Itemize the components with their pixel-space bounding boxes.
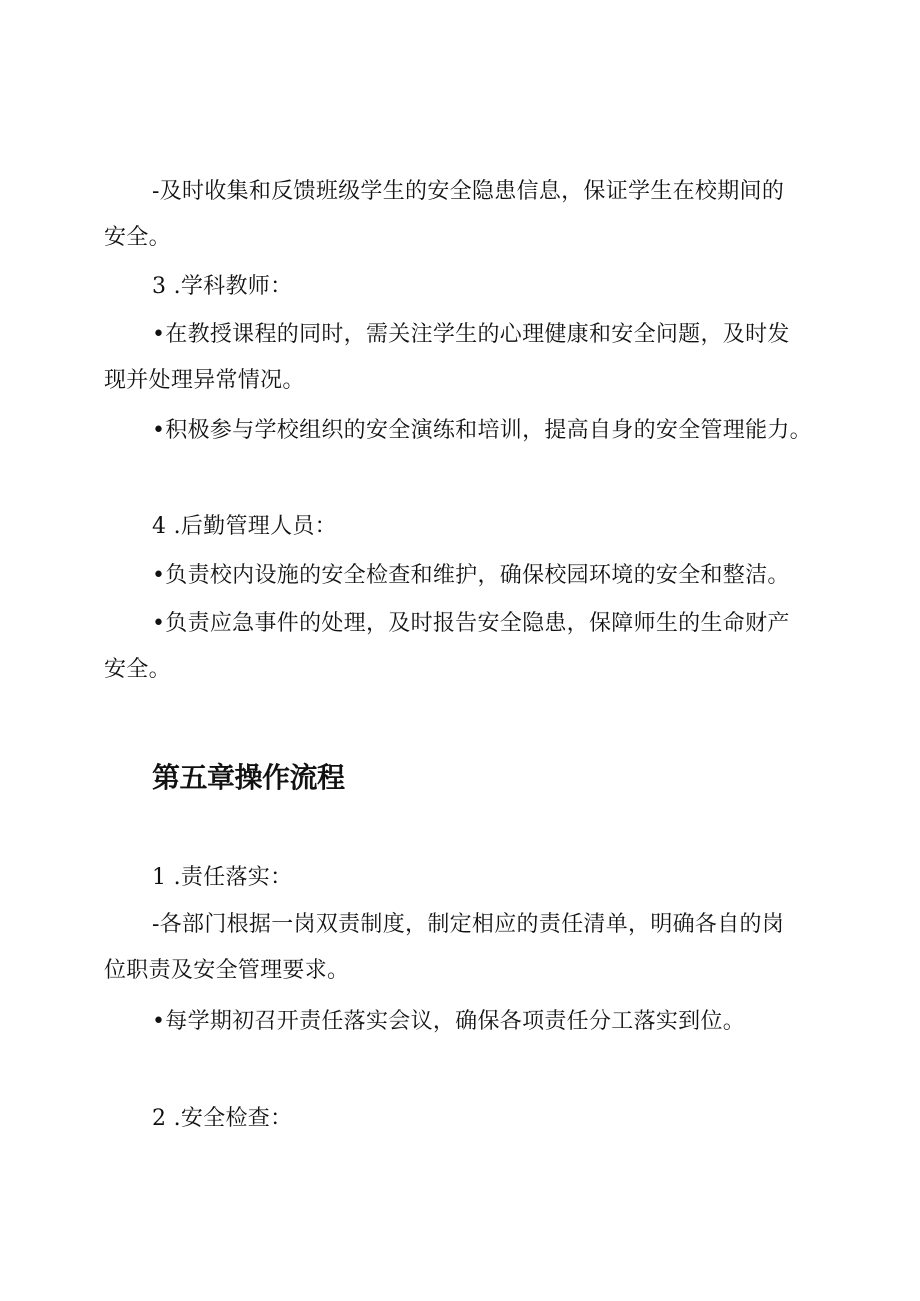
- paragraph-line: -及时收集和反馈班级学生的安全隐患信息，保证学生在校期间的: [152, 179, 785, 204]
- paragraph-line: 安全。: [104, 225, 171, 250]
- paragraph-line: •每学期初召开责任落实会议，确保各项责任分工落实到位。: [152, 1009, 746, 1034]
- section-item-heading: 1 .责任落实：: [152, 865, 293, 890]
- paragraph-line: •负责应急事件的处理，及时报告安全隐患，保障师生的生命财产: [152, 611, 790, 636]
- paragraph-line: •积极参与学校组织的安全演练和培训，提高自身的安全管理能力。: [152, 418, 812, 443]
- paragraph-line: 现并处理异常情况。: [104, 368, 305, 393]
- section-item-heading: 4 .后勤管理人员：: [152, 514, 337, 539]
- paragraph-line: •负责校内设施的安全检查和维护，确保校园环境的安全和整洁。: [152, 563, 790, 588]
- section-item-heading: 3 .学科教师：: [152, 274, 293, 299]
- paragraph-line: -各部门根据一岗双责制度，制定相应的责任清单，明确各自的岗: [152, 912, 785, 937]
- chapter-title: 第五章操作流程: [152, 761, 345, 794]
- paragraph-line: 安全。: [104, 657, 171, 682]
- section-item-heading: 2 .安全检查：: [152, 1106, 293, 1131]
- paragraph-line: •在教授课程的同时，需关注学生的心理健康和安全问题，及时发: [152, 322, 790, 347]
- paragraph-line: 位职责及安全管理要求。: [104, 958, 350, 983]
